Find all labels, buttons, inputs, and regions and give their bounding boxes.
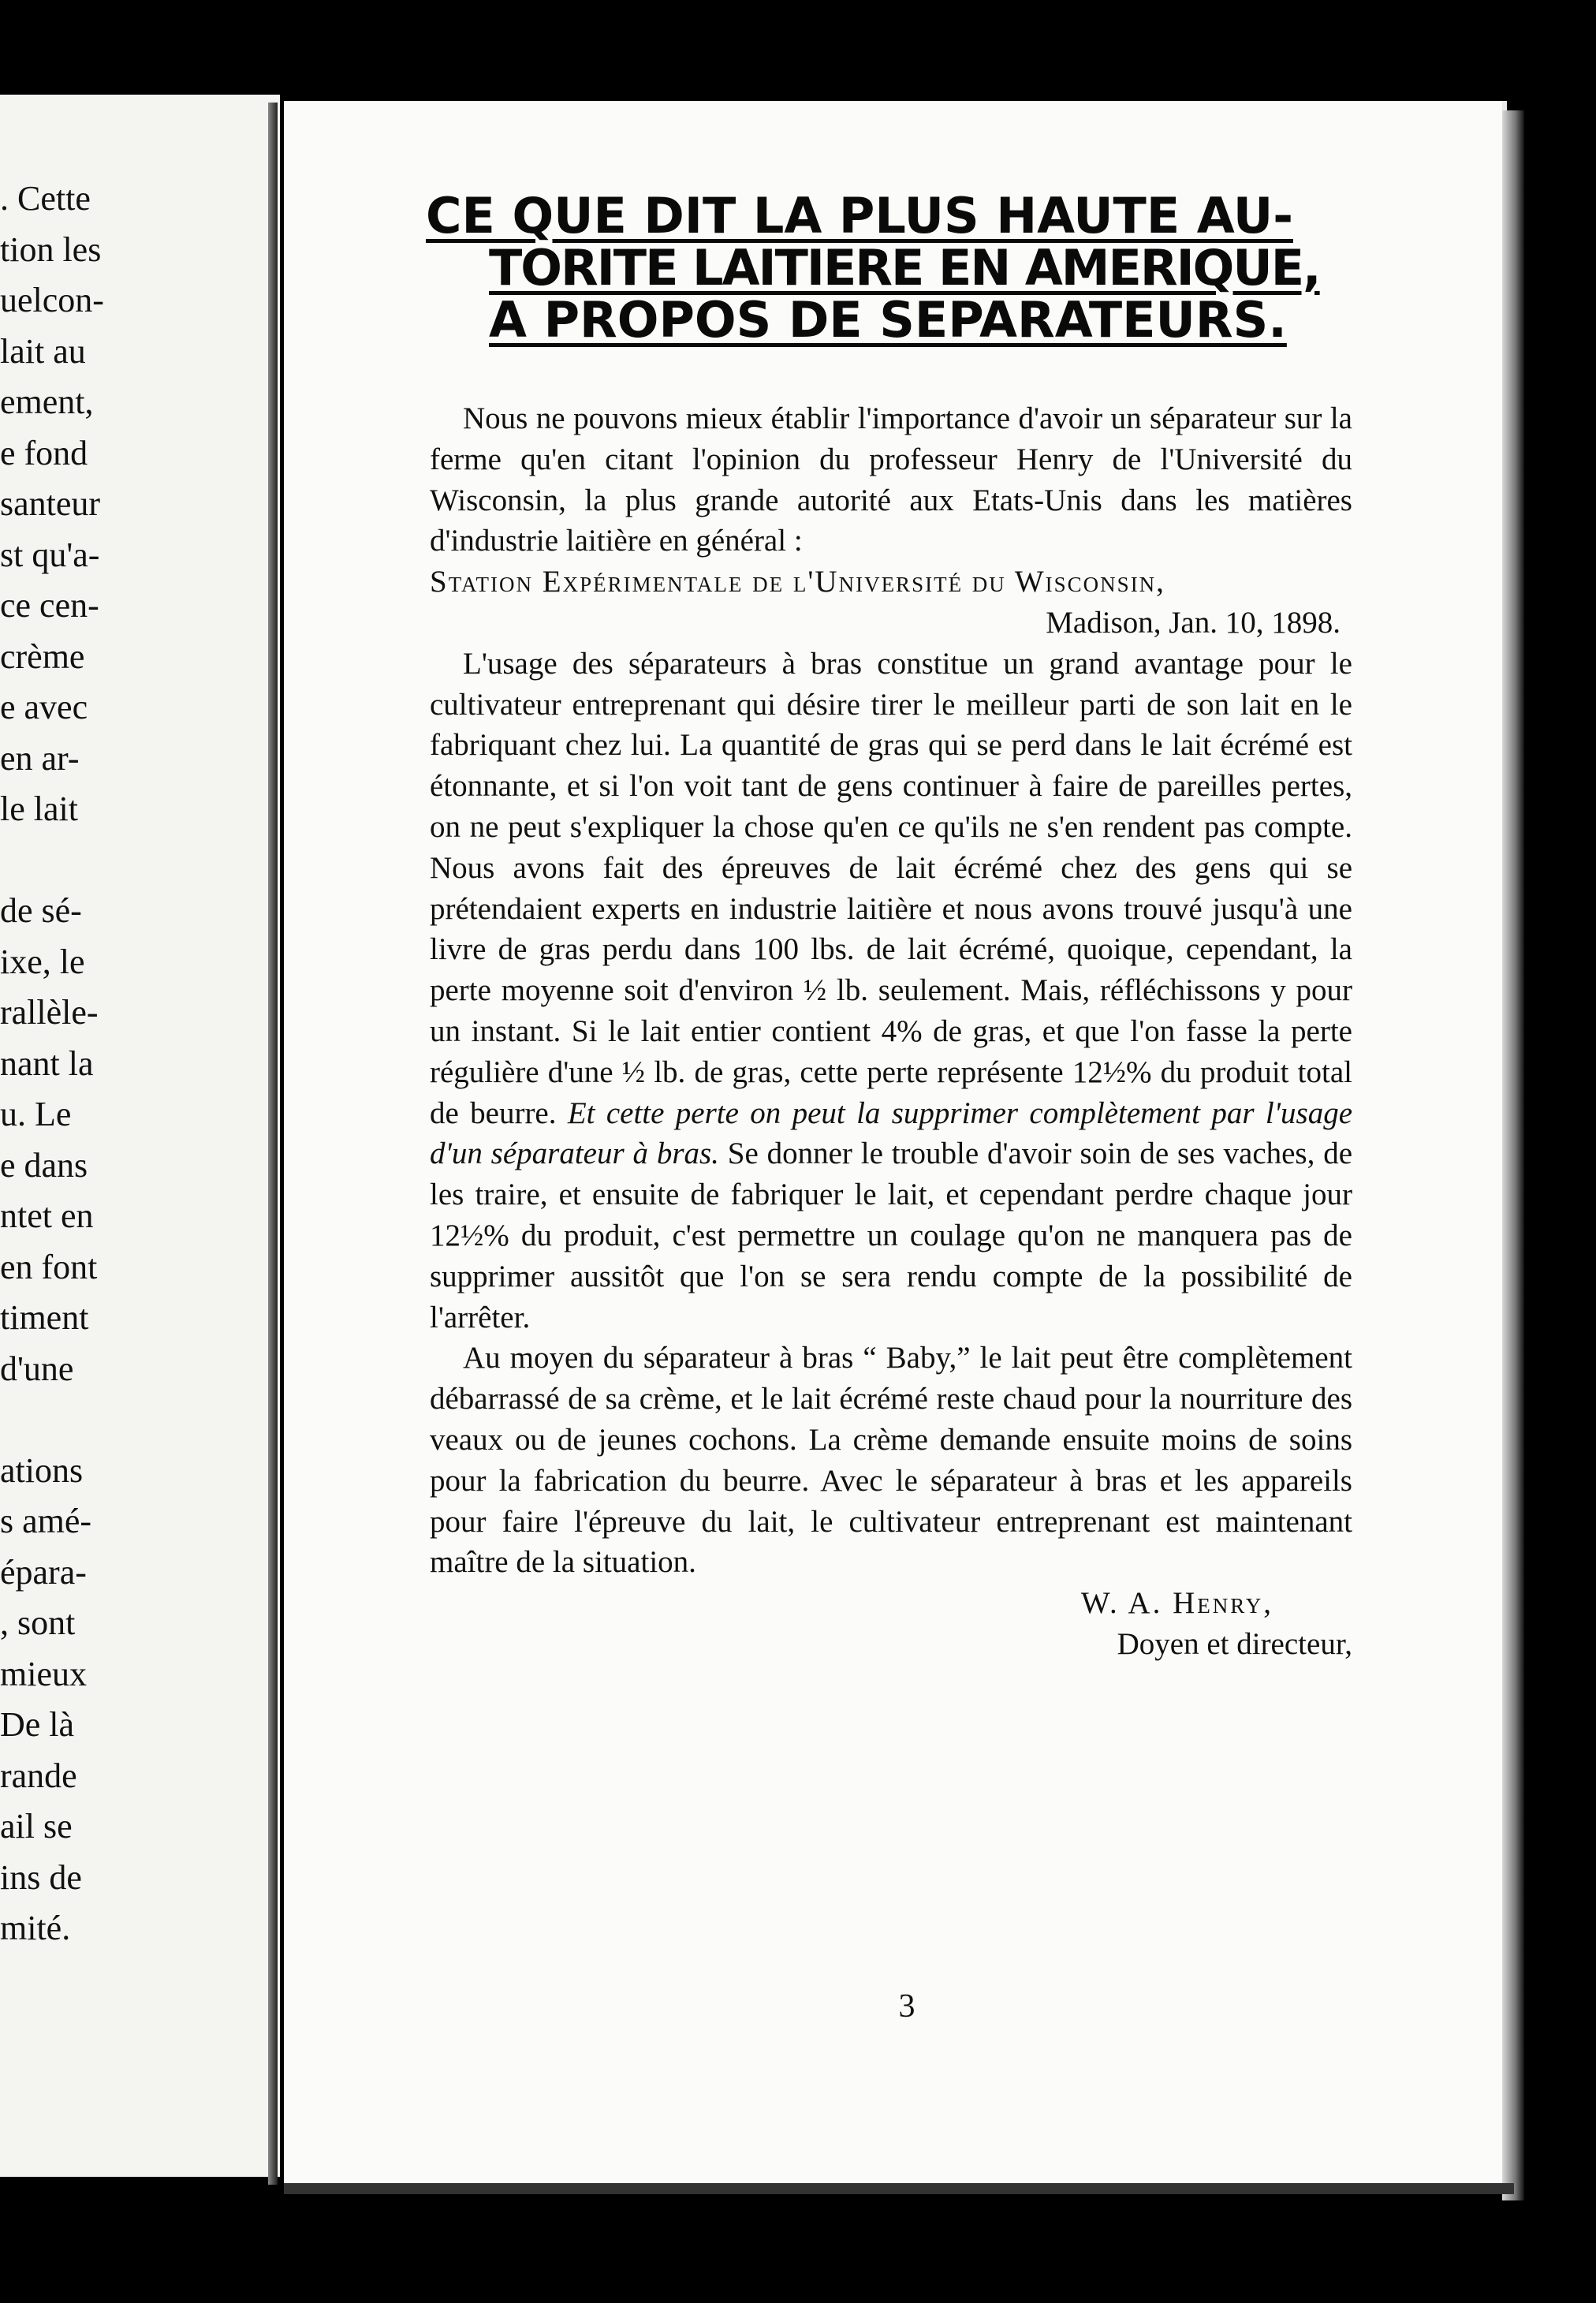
previous-page-line: de sé- [0,891,82,930]
previous-page-line: lait au [0,331,86,371]
previous-page-line: mité. [0,1909,71,1947]
station-heading: Station Expérimentale de l'Université du Wisconsin, [430,565,1165,599]
page-title [426,187,1341,349]
intro-paragraph: Nous ne pouvons mieux établir l'importance d'avoir un séparateur sur la ferme qu'en citant l'opinion du professeur Henry de l'Université du Wisconsin, la plus grande autorité aux Etats-Unis dans les matières d'industrie laitière en général : [430,401,1352,558]
previous-page-line: santeur [0,484,101,523]
previous-page-line: st qu'a- [0,535,100,574]
previous-page-line: , sont [0,1603,76,1642]
letter-text: L'usage des séparateurs à bras constitue un grand avantage pour le cultivateur entreprenant qui désire tirer le meilleur parti de son lait en le fabriquant chez lui. La quantité de gras qui se perd dans le lait écrémé est étonnante, et si l'on voit tant de gens continuer à faire de pareilles pertes, on ne peut s'expliquer la chose qu'en ce qu'ils ne s'en rendent pas compte. Nous avons fait des épreuves de lait écrémé chez des gens qui se prétendaient experts en industrie laitière et nous avons trouvé jusqu'à une livre de gras perdu dans 100 lbs. de lait écrémé, quoique, cependant, la perte moyenne soit d'environ ½ lb. seulement. Mais, réfléchissons y pour un instant. Si le lait entier contient 4% de gras, et que l'on fasse la perte régulière d'une ½ lb. de gras, cette perte représente 12½% du produit total de beurre. [430,646,1352,1130]
letter-text: Se donner le trouble d'avoir soin de ses vaches, de les traire, et ensuite de fabriquer le lait, et cependant perdre chaque jour 12½% du produit, c'est permettre un coulage qu'on ne manquera pas de supprimer aussitôt que l'on se sera rendu compte de la possibilité de l'arrêter. [430,1137,1353,1334]
previous-page-line: ations [0,1450,84,1490]
previous-page-line: nant la [0,1043,94,1083]
previous-page-line: u. Le [0,1095,72,1133]
letter-paragraph [430,644,1352,1338]
previous-page-line: ntet en [0,1196,94,1235]
previous-page-line: e dans [0,1145,88,1185]
title-line: CE QUE DIT LA PLUS HAUTE AU- [426,187,1293,244]
page-number: 3 [898,1988,915,2025]
previous-page-line: s amé- [0,1502,92,1540]
previous-page-line: rallèle- [0,993,99,1032]
previous-page-line: ins de [0,1857,82,1897]
previous-page-line: en font [0,1247,98,1286]
previous-page-line: en ar- [0,738,80,778]
previous-page-line: tion les [0,230,102,269]
letter-paragraph: Au moyen du séparateur à bras “ Baby,” le lait peut être complètement débarrassé de sa crème, et le lait écrémé reste chaud pour la nourriture des veaux ou de jeunes cochons. La crème demande ensuite moins de soins pour la fabrication du beurre. Avec le séparateur à bras et les appareils pour faire l'épreuve du lait, le cultivateur entreprenant est maintenant maître de la situation. [430,1341,1352,1580]
previous-page-line: mieux [0,1654,87,1693]
previous-page-line: ce cen- [0,586,99,625]
station-date: Madison, Jan. 10, 1898. [1046,605,1341,640]
previous-page-line: le lait [0,789,78,828]
letter-emphasis: Et cette perte on peut la supprimer complètement par l'usage d'un séparateur à bras. [430,1096,1353,1171]
previous-page-line: rande [0,1756,77,1795]
previous-page-line: d'une [0,1349,74,1388]
previous-page-line: . Cette [0,179,91,218]
previous-page-line: uelcon- [0,281,104,319]
previous-page-line: De là [0,1705,75,1744]
previous-page-line: e fond [0,433,88,472]
title-line: A PROPOS DE SEPARATEURS. [489,291,1287,349]
previous-page-line: e avec [0,688,88,726]
signature-name: W. A. Henry, [1080,1586,1273,1621]
previous-page-line: crème [0,636,85,676]
title-line: TORITE LAITIERE EN AMERIQUE, [489,239,1320,297]
page-edge [1502,110,1524,2200]
previous-page-line: ail se [0,1807,73,1846]
article-body [430,398,1352,1665]
previous-page-line: épara- [0,1552,87,1592]
previous-page-line: ixe, le [0,942,85,981]
previous-page-line: ement, [0,383,94,421]
book-gutter [268,103,278,2185]
previous-page-line: timent [0,1298,89,1337]
signature-title: Doyen et directeur, [1117,1626,1352,1661]
page-bottom-edge [284,2183,1514,2194]
